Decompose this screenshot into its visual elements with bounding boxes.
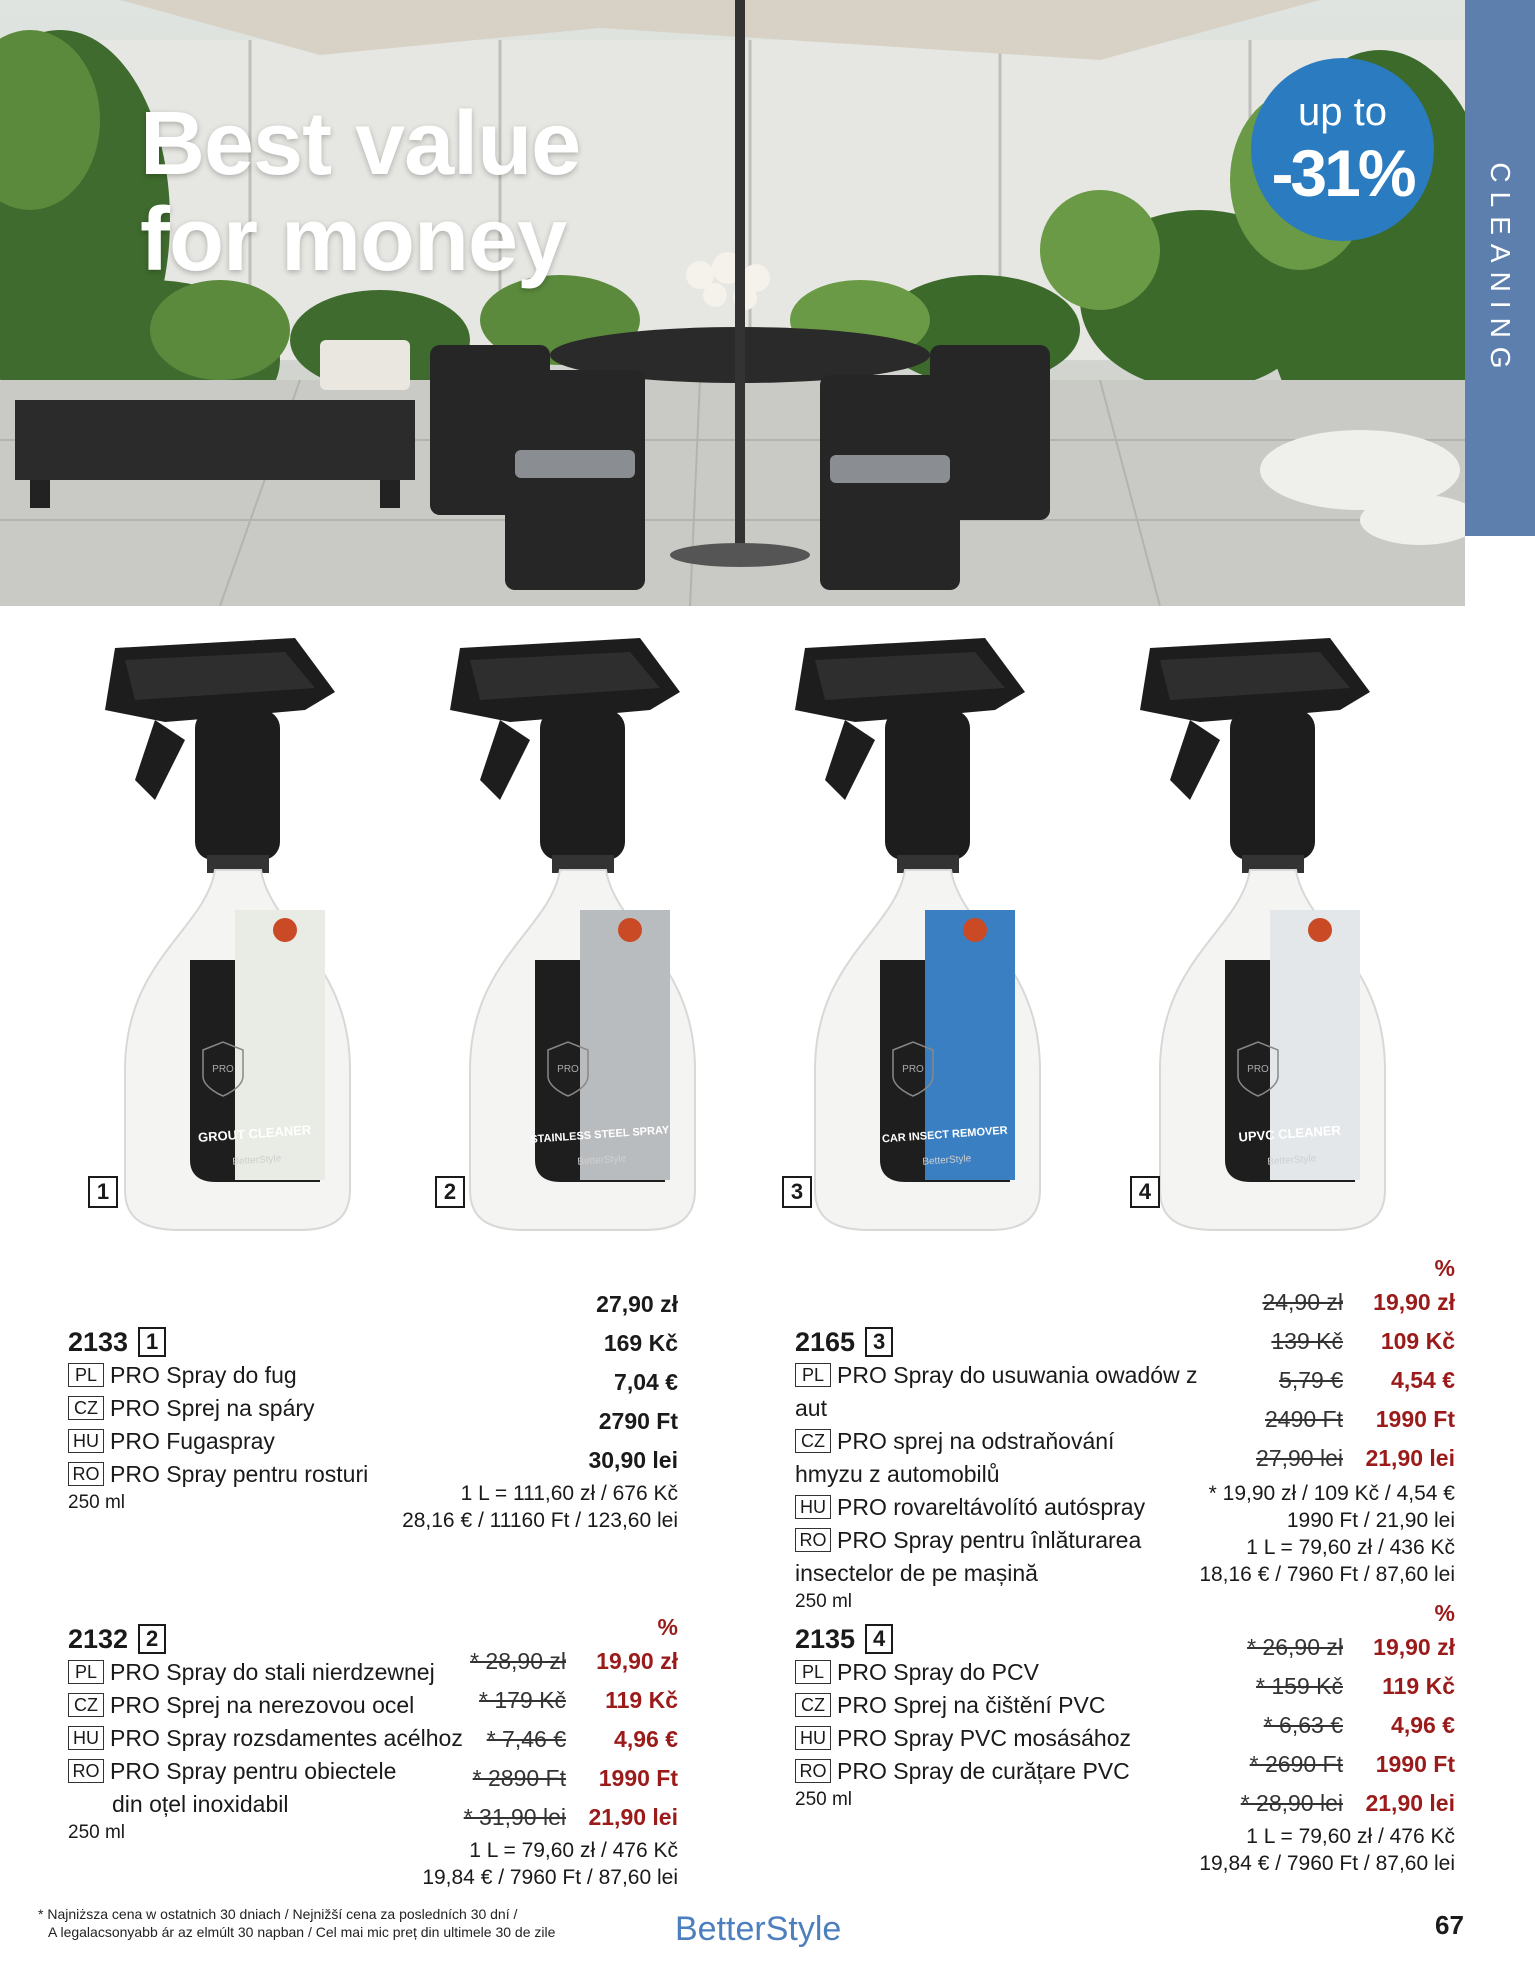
new-price: 1990 Ft: [1375, 1751, 1455, 1777]
pro-badge: PRO: [902, 1064, 924, 1075]
lowest-price-footnote: [38, 1905, 555, 1941]
old-price: 5,79 €: [1279, 1367, 1343, 1393]
patio-illustration: [0, 0, 1465, 606]
unit-price-line2: 19,84 € / 7960 Ft / 87,60 lei: [422, 1866, 678, 1889]
bottle-brand: BetterStyle: [922, 1153, 972, 1168]
unit-price-line2: 28,16 € / 11160 Ft / 123,60 lei: [402, 1509, 678, 1532]
product-number-label: 1: [88, 1176, 118, 1208]
new-price: 21,90 lei: [1365, 1445, 1455, 1471]
new-price: 19,90 zł: [1373, 1634, 1455, 1660]
product-number-label: 3: [782, 1176, 812, 1208]
product-volume: 250 ml: [795, 1591, 853, 1612]
product-2135-details: [795, 1622, 1215, 1812]
price-row: [410, 1798, 678, 1837]
brand-logo: [675, 1910, 841, 1949]
product-2132-prices: [410, 1612, 678, 1891]
lang-tag-hu: HU: [795, 1495, 831, 1519]
price-ron: 30,90 lei: [588, 1447, 678, 1473]
product-number-label: 2: [435, 1176, 465, 1208]
product-number-badge: 4: [865, 1624, 893, 1654]
desc-line-cz-cont: hmyzu z automobilů: [795, 1461, 1000, 1487]
desc-line-hu: HU PRO Spray PVC mosásához: [795, 1722, 1215, 1755]
section-tab: [1465, 0, 1535, 536]
discount-percent-mark: %: [657, 1614, 678, 1640]
product-2165-prices: [1160, 1253, 1455, 1478]
lang-tag-ro: RO: [68, 1462, 104, 1486]
spray-bottle-icon: [440, 630, 740, 1250]
desc-line-pl: PL PRO Spray do stali nierdzewnej: [68, 1656, 488, 1689]
price-row: [1160, 1322, 1455, 1361]
desc-line-ro-cont: insectelor de pe mașină: [795, 1560, 1038, 1586]
price-row: [410, 1720, 678, 1759]
old-price: * 2890 Ft: [472, 1765, 566, 1791]
desc-line-pl: PL PRO Spray do usuwania owadów z aut: [795, 1362, 1198, 1421]
price-eur: 7,04 €: [614, 1369, 678, 1395]
product-bottle-4: [1130, 630, 1430, 1250]
product-2135-prices: [1170, 1598, 1455, 1877]
unit-price-line1: 1 L = 79,60 zł / 436 Kč: [1246, 1536, 1455, 1559]
badge-percent: -31%: [1271, 136, 1414, 210]
old-price: 24,90 zł: [1262, 1289, 1343, 1315]
product-number-badge: 1: [138, 1327, 166, 1357]
spray-bottle-icon: [95, 630, 395, 1250]
new-price: 19,90 zł: [596, 1648, 678, 1674]
product-number-badge: 2: [138, 1624, 166, 1654]
bottle-label: STAINLESS STEEL SPRAY: [529, 1124, 670, 1146]
new-price: 21,90 lei: [588, 1804, 678, 1830]
lang-tag-pl: PL: [68, 1660, 104, 1684]
new-price: 21,90 lei: [1365, 1790, 1455, 1816]
old-price: 139 Kč: [1271, 1328, 1343, 1354]
old-price: * 31,90 lei: [463, 1804, 566, 1830]
old-price: * 28,90 zł: [470, 1648, 566, 1674]
price-row: [1170, 1706, 1455, 1745]
lang-tag-ro: RO: [795, 1528, 831, 1552]
product-2165-notes: [1140, 1480, 1455, 1588]
price-huf: 2790 Ft: [598, 1408, 678, 1434]
lang-tag-cz: CZ: [68, 1693, 104, 1717]
spray-bottle-icon: [785, 630, 1085, 1250]
new-price: 1990 Ft: [598, 1765, 678, 1791]
unit-price-line1: 1 L = 79,60 zł / 476 Kč: [469, 1839, 678, 1862]
page-number: 67: [1435, 1910, 1464, 1940]
desc-line-ro: RO PRO Spray pentru înlăturarea: [795, 1524, 1215, 1557]
product-code-2133: 2133 1: [68, 1325, 388, 1359]
old-price: * 159 Kč: [1256, 1673, 1343, 1699]
lang-tag-hu: HU: [68, 1726, 104, 1750]
lang-tag-ro: RO: [795, 1759, 831, 1783]
product-code-2132: 2132 2: [68, 1622, 488, 1656]
product-volume: 250 ml: [795, 1789, 853, 1810]
old-price: * 2690 Ft: [1249, 1751, 1343, 1777]
new-price: 109 Kč: [1380, 1328, 1455, 1354]
footnote-line1: * Najniższa cena w ostatnich 30 dniach / Nejnižší cena za posledních 30 dní /: [38, 1906, 518, 1922]
old-price: * 28,90 lei: [1240, 1790, 1343, 1816]
price-czk: 169 Kč: [603, 1330, 678, 1356]
lang-tag-cz: CZ: [68, 1396, 104, 1420]
bottle-label: UPVC CLEANER: [1237, 1122, 1342, 1145]
old-price: * 6,63 €: [1263, 1712, 1343, 1738]
spray-bottle-icon: [1130, 630, 1430, 1250]
new-price: 119 Kč: [605, 1687, 678, 1713]
section-label: CLEANING: [1485, 162, 1516, 378]
price-pln: 27,90 zł: [596, 1291, 678, 1317]
product-number-badge: 3: [865, 1327, 893, 1357]
unit-price-line1: 1 L = 111,60 zł / 676 Kč: [460, 1482, 678, 1505]
bottle-brand: BetterStyle: [232, 1153, 282, 1168]
hero-title-line1: Best value: [140, 94, 581, 194]
lang-tag-cz: CZ: [795, 1429, 831, 1453]
bottle-brand: BetterStyle: [577, 1153, 627, 1168]
desc-line-hu: HU PRO Fugaspray: [68, 1425, 388, 1458]
product-2133-details: [68, 1325, 388, 1515]
lowest-price-note-line1: * 19,90 zł / 109 Kč / 4,54 €: [1208, 1482, 1455, 1505]
price-row: [1170, 1784, 1455, 1823]
bottle-label: GROUT CLEANER: [197, 1122, 312, 1145]
desc-line-cz: CZ PRO Sprej na spáry: [68, 1392, 388, 1425]
old-price: * 26,90 zł: [1247, 1634, 1343, 1660]
discount-percent-mark: %: [1434, 1600, 1455, 1626]
unit-price-line2: 19,84 € / 7960 Ft / 87,60 lei: [1199, 1852, 1455, 1875]
pro-badge: PRO: [1247, 1064, 1269, 1075]
product-volume: 250 ml: [68, 1822, 126, 1843]
pro-badge: PRO: [212, 1064, 234, 1075]
price-row: [410, 1759, 678, 1798]
hero-title: [140, 96, 580, 288]
lang-tag-pl: PL: [795, 1660, 831, 1684]
product-volume: 250 ml: [68, 1492, 126, 1513]
desc-line-ro: RO PRO Spray pentru rosturi: [68, 1458, 388, 1491]
badge-up-to: up to: [1298, 90, 1387, 134]
pro-badge: PRO: [557, 1064, 579, 1075]
desc-line-hu: HU PRO Spray rozsdamentes acélhoz: [68, 1722, 488, 1755]
price-row: [1170, 1667, 1455, 1706]
unit-price-line1: 1 L = 79,60 zł / 476 Kč: [1246, 1825, 1455, 1848]
desc-line-cz: CZ PRO Sprej na nerezovou ocel: [68, 1689, 488, 1722]
product-code-2135: 2135 4: [795, 1622, 1215, 1656]
lang-tag-cz: CZ: [795, 1693, 831, 1717]
desc-line-hu: HU PRO rovareltávolító autóspray: [795, 1491, 1215, 1524]
price-row: [410, 1642, 678, 1681]
new-price: 1990 Ft: [1375, 1406, 1455, 1432]
product-bottle-2: [440, 630, 740, 1250]
price-row: [1160, 1283, 1455, 1322]
old-price: * 7,46 €: [486, 1726, 566, 1752]
new-price: 4,96 €: [1391, 1712, 1455, 1738]
product-2133-prices: [360, 1285, 678, 1534]
desc-line-ro-cont: din oțel inoxidabil: [112, 1791, 289, 1817]
product-bottle-3: [785, 630, 1085, 1250]
lowest-price-note-line2: 1990 Ft / 21,90 lei: [1286, 1509, 1455, 1532]
discount-percent-mark: %: [1434, 1255, 1455, 1281]
footnote-line2: A legalacsonyabb ár az elmúlt 30 napban / Cel mai mic preț din ultimele 30 de zile: [48, 1924, 556, 1940]
hero-banner: [0, 0, 1465, 606]
desc-line-ro: RO PRO Spray de curățare PVC: [795, 1755, 1215, 1788]
lang-tag-hu: HU: [68, 1429, 104, 1453]
lang-tag-hu: HU: [795, 1726, 831, 1750]
bottle-brand: BetterStyle: [1267, 1153, 1317, 1168]
new-price: 119 Kč: [1382, 1673, 1455, 1699]
new-price: 19,90 zł: [1373, 1289, 1455, 1315]
old-price: 27,90 lei: [1256, 1445, 1343, 1471]
new-price: 4,54 €: [1391, 1367, 1455, 1393]
price-row: [1160, 1439, 1455, 1478]
product-bottle-1: [95, 630, 395, 1250]
lang-tag-ro: RO: [68, 1759, 104, 1783]
desc-line-cz: CZ PRO sprej na odstraňování: [795, 1425, 1215, 1458]
desc-line-cz: CZ PRO Sprej na čištění PVC: [795, 1689, 1215, 1722]
lang-tag-pl: PL: [795, 1363, 831, 1387]
product-number-label: 4: [1130, 1176, 1160, 1208]
price-row: [1160, 1400, 1455, 1439]
bottle-label: CAR INSECT REMOVER: [881, 1124, 1009, 1146]
desc-line-pl: PL PRO Spray do fug: [68, 1359, 388, 1392]
old-price: * 179 Kč: [479, 1687, 566, 1713]
discount-badge: [1251, 58, 1434, 241]
new-price: 4,96 €: [614, 1726, 678, 1752]
price-row: [410, 1681, 678, 1720]
price-row: [1170, 1745, 1455, 1784]
product-code-2165: 2165 3: [795, 1325, 1215, 1359]
unit-price-line2: 18,16 € / 7960 Ft / 87,60 lei: [1199, 1563, 1455, 1586]
hero-title-line2: for money: [140, 190, 567, 290]
brand-logo-text: BetterStyle: [675, 1910, 842, 1948]
desc-line-pl: PL PRO Spray do PCV: [795, 1656, 1215, 1689]
price-row: [1170, 1628, 1455, 1667]
old-price: 2490 Ft: [1265, 1406, 1343, 1432]
desc-line-ro: RO PRO Spray pentru obiectele: [68, 1755, 488, 1788]
price-row: [1160, 1361, 1455, 1400]
lang-tag-pl: PL: [68, 1363, 104, 1387]
